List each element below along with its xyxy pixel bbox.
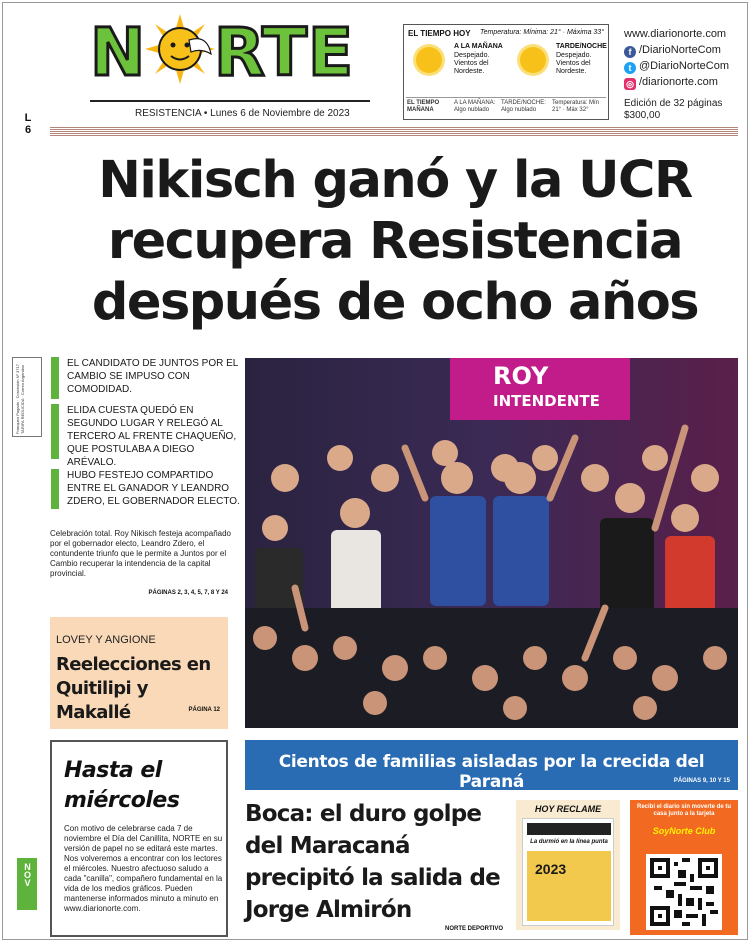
- qr-code-icon[interactable]: [646, 854, 722, 930]
- hasta-box[interactable]: [50, 740, 228, 937]
- promo-box[interactable]: [630, 800, 738, 935]
- logo: N R T E: [90, 14, 352, 91]
- flood-banner[interactable]: [245, 740, 738, 790]
- promo-text: Recibí el diario sin moverte de tu casa junto a la tarjeta: [636, 804, 732, 817]
- weather-tomorrow-temp: Temperatura: Mín 21° · Máx 32°: [552, 100, 600, 113]
- reclame-box[interactable]: [516, 800, 620, 930]
- weather-morning-head: A LA MAÑANA: [454, 43, 503, 50]
- promo-brand: SoyNorte Club: [652, 826, 716, 836]
- instagram-link[interactable]: ◎ /diarionorte.com: [624, 76, 718, 90]
- reclame-cover-image: [522, 818, 614, 926]
- site-url[interactable]: www.diarionorte.com: [624, 28, 727, 40]
- bullet-text-2: ELIDA CUESTA QUEDÓ EN SEGUNDO LUGAR Y RELEGÓ AL TERCERO AL FRENTE CHAQUEÑO, QUE POSTULABA A DIEGO ARÉVALO.: [67, 405, 237, 468]
- weather-evening-text: Despejado. Vientos del Nordeste.: [556, 52, 592, 75]
- reclame-title: HOY RECLAME: [534, 804, 602, 814]
- photo-sign-text: ROY: [493, 362, 549, 390]
- sun-logo-icon: [145, 14, 215, 84]
- weather-title: EL TIEMPO HOY: [408, 29, 471, 38]
- main-headline[interactable]: Nikisch ganó y la UCR recupera Resistencia después de ocho años: [91, 151, 699, 332]
- facebook-link[interactable]: f /DiarioNorteCom: [624, 44, 721, 58]
- main-photo[interactable]: [245, 358, 738, 728]
- side-date: NOV: [22, 862, 33, 886]
- svg-text:INTENDENTE: INTENDENTE: [493, 392, 600, 410]
- lovey-headline: Reelecciones en Quitilipi y Makallé: [56, 654, 211, 723]
- weather-tomorrow-morning: A LA MAÑANA: Algo nublado: [454, 100, 496, 113]
- cover-masthead-bar: [527, 823, 611, 835]
- weather-morning-text: Despejado. Vientos del Nordeste.: [454, 52, 490, 75]
- cover-photo: [527, 851, 611, 921]
- lovey-box[interactable]: [50, 617, 228, 729]
- reclame-subtitle: La durmió en la línea punta: [530, 839, 608, 845]
- edition-pages: Edición de 32 páginas: [624, 98, 723, 109]
- page-label: L 6: [24, 112, 32, 136]
- instagram-icon: ◎: [624, 78, 636, 90]
- weather-tomorrow-title: EL TIEMPO MAÑANA: [407, 100, 440, 113]
- lovey-kicker: LOVEY Y ANGIONE: [56, 634, 156, 646]
- weather-tomorrow-evening: TARDE/NOCHE: Algo nublado: [501, 100, 546, 113]
- edition-info: [624, 98, 722, 122]
- weather-divider: [406, 97, 606, 98]
- dateline: RESISTENCIA • Lunes 6 de Noviembre de 2023: [135, 108, 350, 119]
- sun-icon: [520, 47, 546, 73]
- twitter-link[interactable]: t @DiarioNorteCom: [624, 60, 729, 74]
- bullet-marker: [51, 357, 59, 399]
- boca-section-tag: NORTE DEPORTIVO: [445, 926, 504, 932]
- sun-icon: [416, 47, 442, 73]
- boca-headline[interactable]: Boca: el duro golpe del Maracaná precipitó la salida de Jorge Almirón: [245, 801, 500, 923]
- price: $300,00: [624, 110, 661, 121]
- bullet-marker: [51, 469, 59, 509]
- facebook-icon: f: [624, 46, 636, 58]
- banner-pages: PÁGINAS 9, 10 Y 15: [673, 778, 730, 784]
- banner-text: Cientos de familias aisladas por la crecida del Paraná: [278, 752, 705, 792]
- hasta-headline: Hasta el miércoles: [64, 758, 180, 813]
- legal-box: Franqueo Pagado · Concesión Nº 3717 · TARIFA REDUCIDA · Correo Argentino: [12, 357, 42, 437]
- hasta-body: Con motivo de celebrarse cada 7 de noviembre el Día del Canillita, NORTE en su versión de papel no se editará este martes. Nos volveremos a encontrar con los lectores el miércoles. Nuestro afectuoso saludo a cada "canilla", compañero fundamental en la vida de los medios gráficos. Pueden mantenerse informados minuto a minuto en www.diarionorte.com.: [64, 824, 223, 913]
- weather-box: [403, 24, 609, 120]
- reclame-year: 2023: [535, 861, 567, 877]
- masthead-rule: [90, 100, 370, 102]
- twitter-icon: t: [624, 62, 636, 74]
- caption-pages: PÁGINAS 2, 3, 4, 5, 7, 8 Y 24: [148, 590, 228, 596]
- lovey-page: PÁGINA 12: [188, 707, 220, 713]
- bullet-marker: [51, 404, 59, 459]
- bullet-text-3: HUBO FESTEJO COMPARTIDO ENTRE EL GANADOR Y LEANDRO ZDERO, EL GOBERNADOR ELECTO.: [67, 470, 240, 507]
- weather-temp: Temperatura: Mínima: 21° · Máxima 33°: [480, 29, 604, 36]
- crowd-photo-image: [245, 358, 738, 728]
- masthead-stripe: [50, 127, 738, 136]
- weather-evening-head: TARDE/NOCHE: [556, 43, 607, 50]
- bullet-text-1: EL CANDIDATO DE JUNTOS POR EL CAMBIO SE IMPUSO CON COMODIDAD.: [67, 358, 238, 395]
- side-date-tab: [17, 858, 37, 910]
- photo-caption: Celebración total. Roy Nikisch festeja acompañado por el gobernador electo, Leandro Zdero, el contundente triunfo que le permite a Juntos por el Cambio recuperar la intendencia de la capital provincial.: [50, 529, 231, 578]
